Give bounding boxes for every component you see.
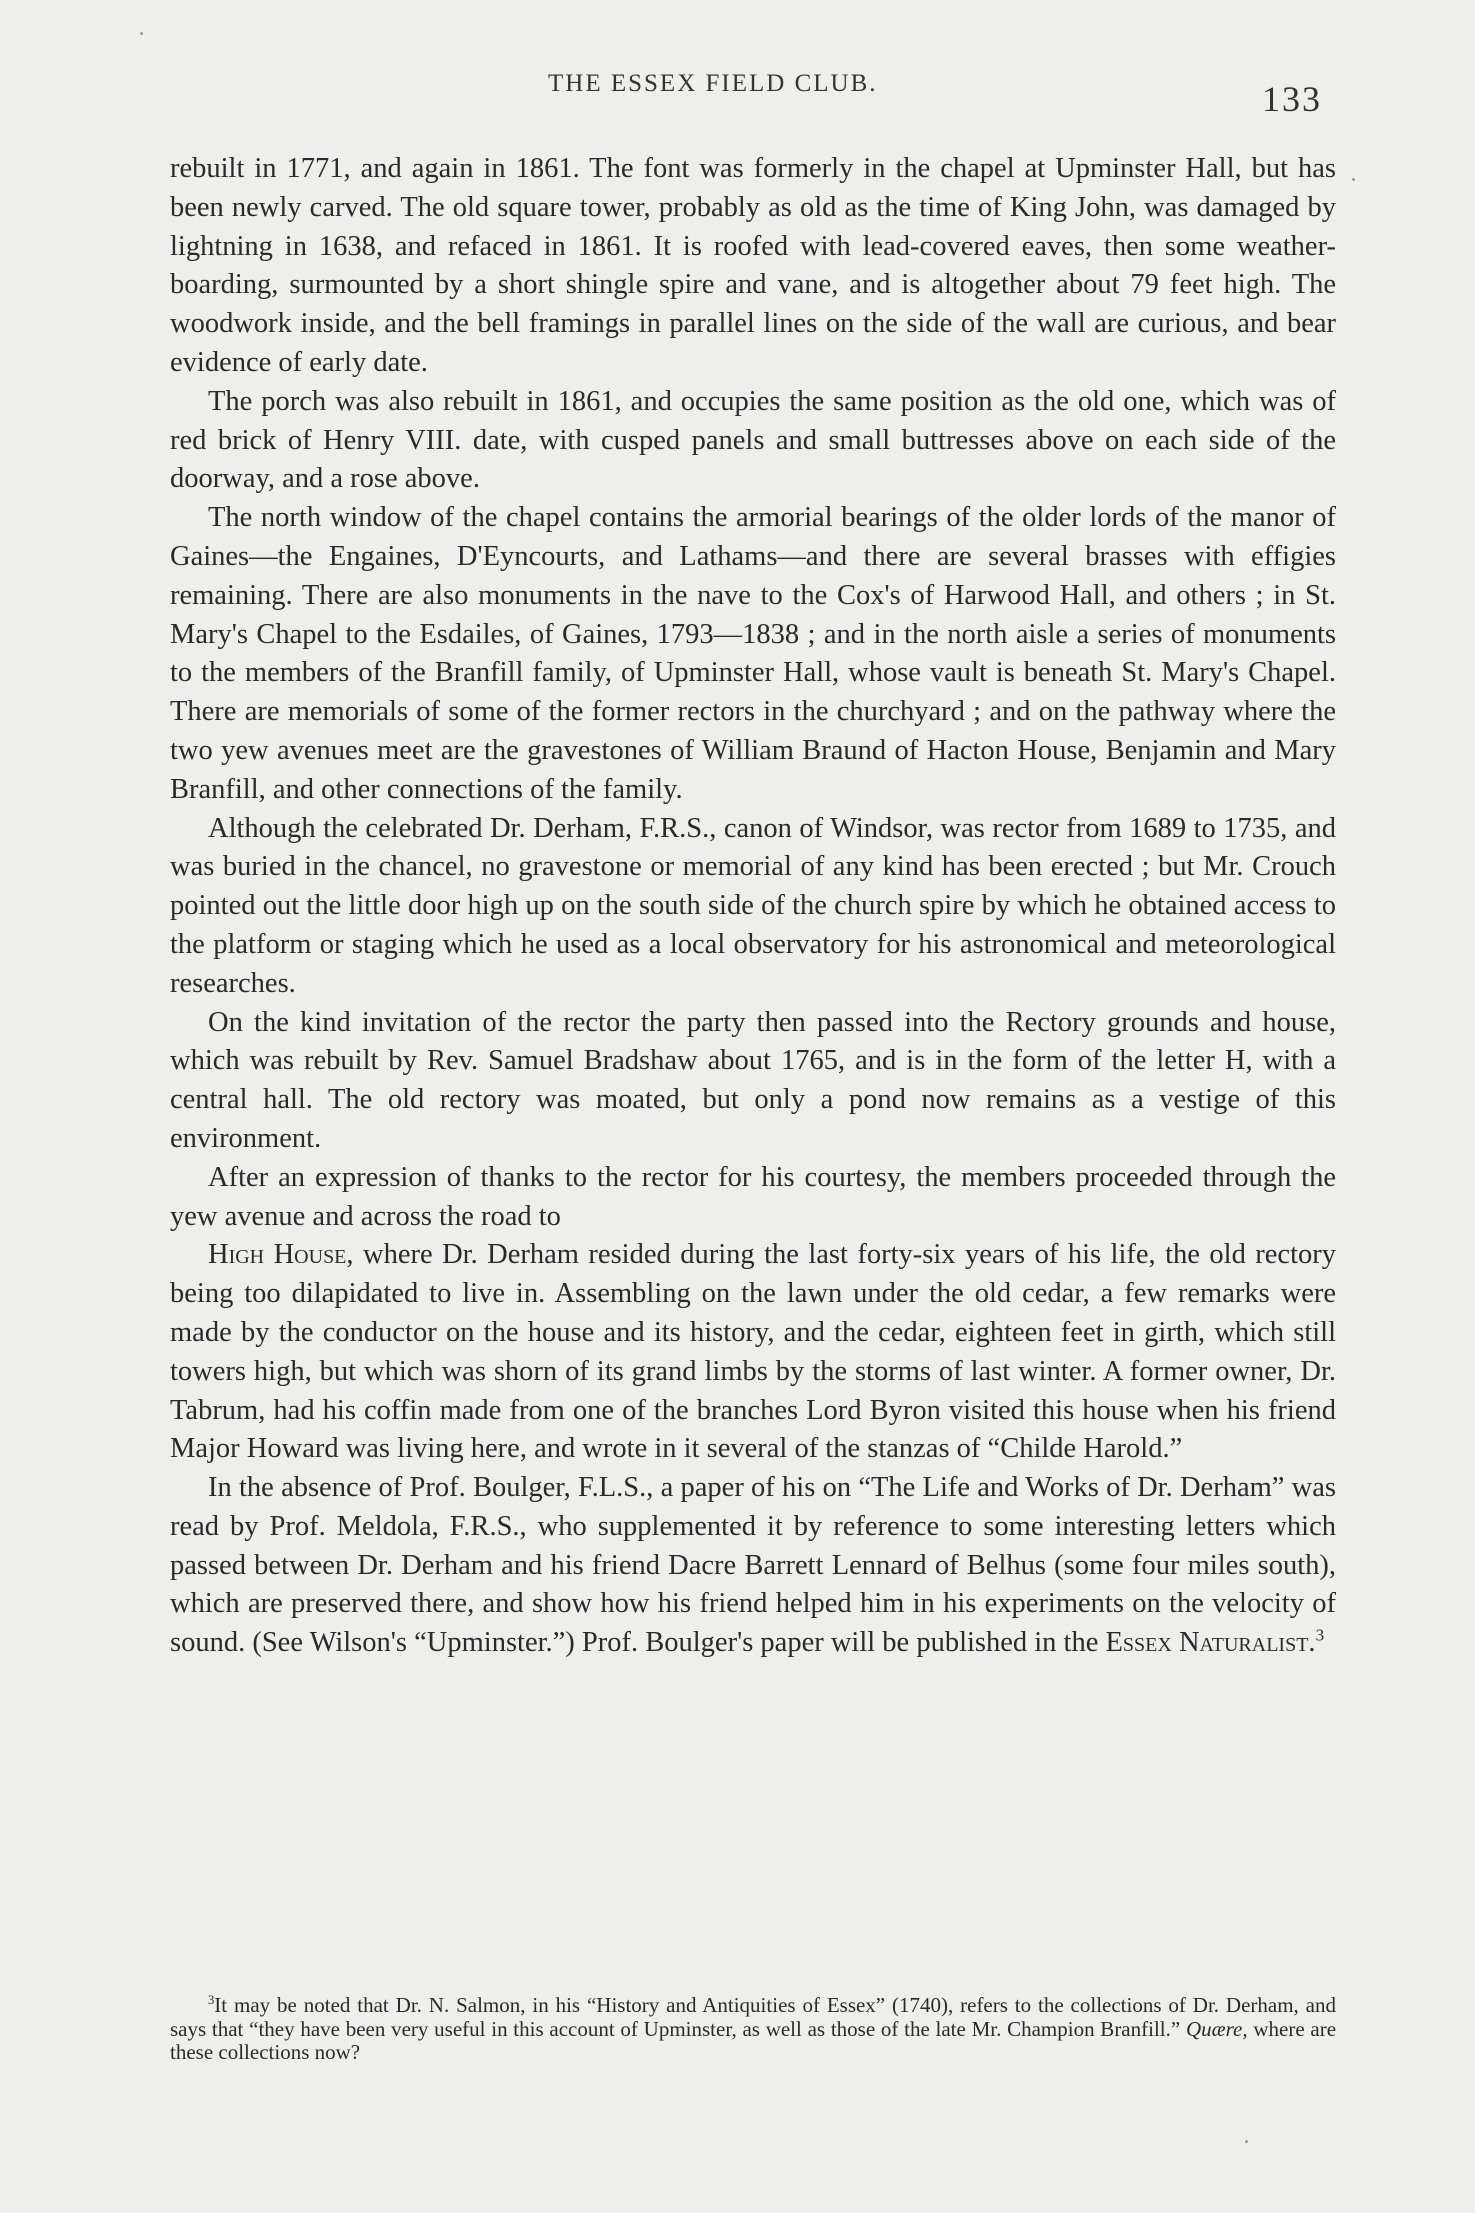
paragraph (170, 1469, 1336, 1663)
footnote-text-end: where are these collections now? (170, 2016, 1337, 2064)
section-heading: High House (208, 1239, 347, 1271)
page-number: 133 (1262, 79, 1322, 119)
footnote (170, 1994, 1336, 2065)
paper-speck (1352, 178, 1355, 181)
paragraph: On the kind invitation of the rector the party then passed into the Rectory grounds and house, which was rebuilt by Rev. Samuel Bradshaw about 1765, and is in the form of the letter H, with a central hall. The old rectory was moated, but only a pond now remains as a vestige of this environment. (170, 1006, 1336, 1154)
paragraph: Although the celebrated Dr. Derham, F.R.S., canon of Windsor, was rector from 1689 to 1735, and was buried in the chancel, no gravestone or memorial of any kind has been erected ; but Mr. Crouch pointed out the little door high up on the south side of the church spire by which he obtained access to the platform or staging which he used as a local observatory for his astronomical and meteorological researches. (170, 812, 1336, 999)
journal-title: Essex Naturalist. (1105, 1627, 1316, 1659)
paragraph-text: In the absence of Prof. Boulger, F.L.S., a paper of his on “The Life and Works of Dr. Derham” was read by Prof. Meldola, F.R.S., who supplemented it by reference to some interesting letters which passed between Dr. Derham and his friend Dacre Barrett Lennard of Belhus (some four miles south), which are preserved there, and show how his friend helped him in his experiments on the velocity of sound. (See Wilson's “Upminster.”) Prof. Boulger's paper will be published in the (170, 1472, 1336, 1659)
running-head (0, 70, 1475, 119)
footnote-text: It may be noted that Dr. N. Salmon, in his “History and Antiquities of Essex” (1740), refers to the collections of Dr. Derham, and says that “they have been very useful in this account of Upminster, as well as those of the late Mr. Champion Branfill.” (170, 1993, 1336, 2041)
footnote-marker: 3 (208, 1993, 215, 2007)
paragraph: rebuilt in 1771, and again in 1861. The font was formerly in the chapel at Upminster Hall, but has been newly carved. The old square tower, probably as old as the time of King John, was damaged by lightning in 1638, and refaced in 1861. It is roofed with lead-covered eaves, then some weather-boarding, surmounted by a short shingle spire and vane, and is altogether about 79 feet high. The woodwork inside, and the bell framings in parallel lines on the side of the wall are curious, and bear evidence of early date. (170, 153, 1336, 378)
paper-speck (140, 32, 143, 35)
paper-speck (1245, 2140, 1248, 2143)
paragraph (170, 1236, 1336, 1469)
paragraph: The north window of the chapel contains the armorial bearings of the older lords of the manor of Gaines—the Engaines, D'Eyncourts, and Lathams—and there are several brasses with effigies remaining. There are also monuments in the nave to the Cox's of Harwood Hall, and others ; in St. Mary's Chapel to the Esdailes, of Gaines, 1793—1838 ; and in the north aisle a series of monuments to the members of the Branfill family, of Upminster Hall, whose vault is beneath St. Mary's Chapel. There are memorials of some of the former rectors in the churchyard ; and on the pathway where the two yew avenues meet are the gravestones of William Braund of Hacton House, Benjamin and Mary Branfill, and other connections of the family. (170, 502, 1336, 805)
footnote-reference: 3 (1315, 1625, 1325, 1645)
running-title: THE ESSEX FIELD CLUB. (548, 70, 878, 97)
footnote-italic: Quære, (1185, 2016, 1248, 2041)
body-text (170, 150, 1336, 1663)
paragraph: After an expression of thanks to the rector for his courtesy, the members proceeded through the yew avenue and across the road to (170, 1161, 1336, 1232)
paragraph: The porch was also rebuilt in 1861, and occupies the same position as the old one, which was of red brick of Henry VIII. date, with cusped panels and small buttresses above on each side of the doorway, and a rose above. (170, 385, 1336, 495)
paragraph-text: , where Dr. Derham resided during the last forty-six years of his life, the old rectory being too dilapidated to live in. Assembling on the lawn under the old cedar, a few remarks were made by the conductor on the house and its history, and the cedar, eighteen feet in girth, which still towers high, but which was shorn of its grand limbs by the storms of last winter. A former owner, Dr. Tabrum, had his coffin made from one of the branches Lord Byron visited this house when his friend Major Howard was living here, and wrote in it several of the stanzas of “Childe Harold.” (170, 1239, 1336, 1465)
footnotes (170, 1994, 1336, 2065)
